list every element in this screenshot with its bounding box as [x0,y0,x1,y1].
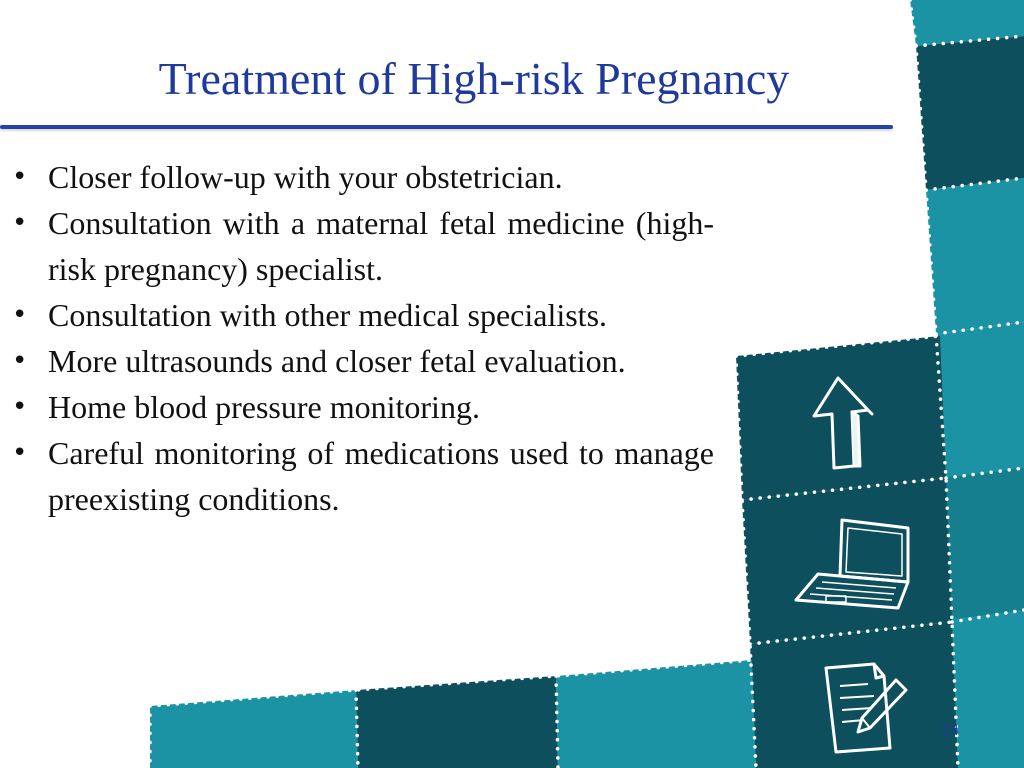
bullet-text: Careful monitoring of medications used to manage preexisting conditions. [48,435,714,517]
bullet-item [10,430,714,522]
bottom-tile-row [150,660,756,768]
bullet-dot-icon: • [12,300,28,330]
page-number: 14 [941,722,959,739]
bullet-text: More ultrasounds and closer fetal evaluation. [48,343,626,379]
bullet-text: Closer follow-up with your obstetrician. [48,159,563,195]
bullet-dot-icon: • [12,438,28,468]
bullet-item [10,292,714,338]
bullet-item [10,154,714,200]
slide-title: Treatment of High-risk Pregnancy [158,53,790,104]
bullet-dot-icon: • [12,392,28,422]
bullet-list [10,154,714,522]
bullet-dot-icon: • [12,346,28,376]
bullet-item [10,338,714,384]
bullet-item [10,384,714,430]
bullet-text: Consultation with a maternal fetal medicine (high-risk pregnancy) specialist. [48,205,714,287]
bullet-dot-icon: • [12,162,28,192]
bullet-text: Home blood pressure monitoring. [48,389,480,425]
bullet-item [10,200,714,292]
bullet-dot-icon: • [12,208,28,238]
bullet-text: Consultation with other medical specialists. [48,297,608,333]
title-underline [0,125,893,129]
